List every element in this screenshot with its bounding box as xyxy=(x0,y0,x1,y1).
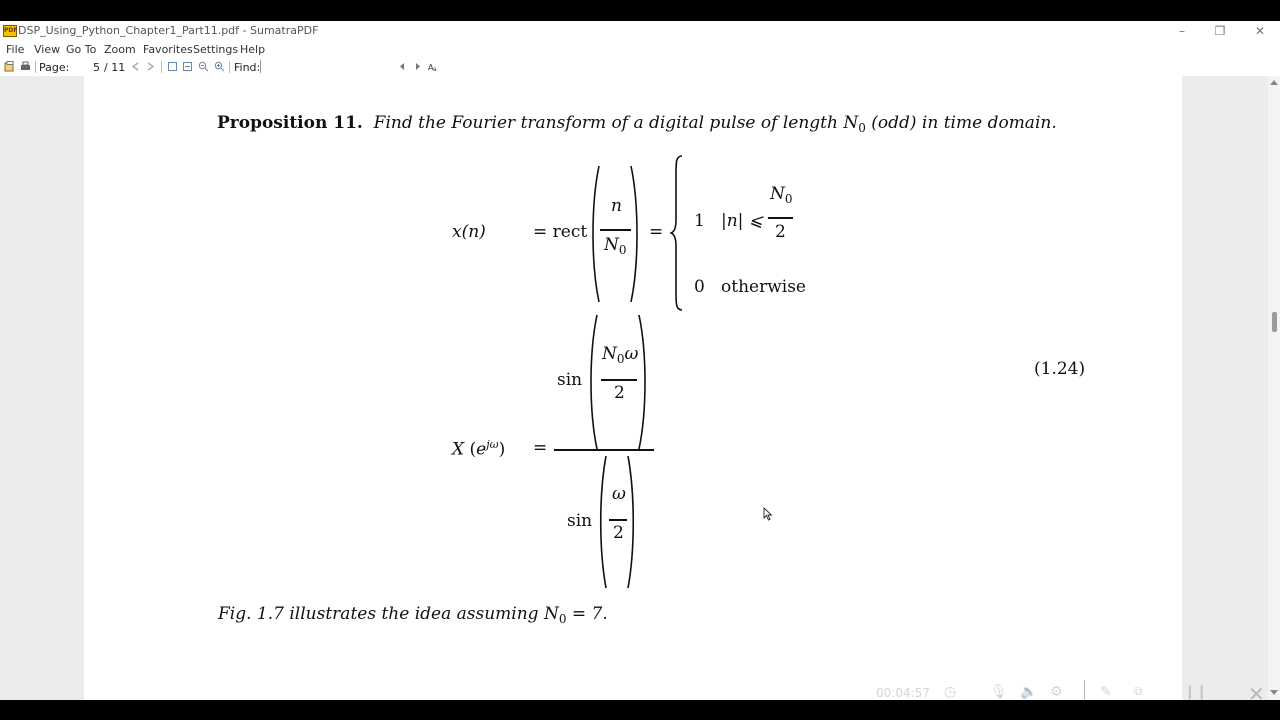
menu-favorites[interactable]: Favorites xyxy=(143,43,193,56)
minimize-icon[interactable]: – xyxy=(1179,24,1185,38)
settings-icon[interactable]: ⚙ xyxy=(1050,684,1063,700)
menu-settings[interactable]: Settings xyxy=(193,43,239,56)
fit-width-icon[interactable] xyxy=(182,61,193,72)
figure-caption-line xyxy=(218,604,608,626)
find-next-icon[interactable] xyxy=(412,61,423,72)
subscript-zero: 0 xyxy=(784,192,793,206)
page-number-input[interactable]: 5 xyxy=(93,61,100,74)
title-bar xyxy=(0,21,1280,41)
vertical-scrollbar[interactable] xyxy=(1268,76,1280,700)
fraction-bar xyxy=(600,229,631,231)
menu-file[interactable]: File xyxy=(6,43,25,56)
menu-view[interactable]: View xyxy=(34,43,61,56)
subscript-zero: 0 xyxy=(558,612,567,626)
open-icon[interactable] xyxy=(4,61,15,72)
symbol-N: N xyxy=(770,184,785,204)
page-total: / 11 xyxy=(104,61,126,74)
fit-page-icon[interactable] xyxy=(167,61,178,72)
denominator-two: 2 xyxy=(613,523,624,543)
document-viewer[interactable] xyxy=(0,76,1280,700)
toolbar xyxy=(0,59,1280,76)
rect-parentheses xyxy=(589,164,641,304)
scroll-down-icon[interactable] xyxy=(1270,690,1278,695)
eq2-equals: = xyxy=(533,438,548,458)
pause-icon[interactable]: ◷ xyxy=(944,684,957,700)
find-input[interactable] xyxy=(260,60,391,73)
find-label: Find: xyxy=(234,61,261,74)
figure-caption-end: = 7. xyxy=(566,604,608,624)
svg-text:A: A xyxy=(428,63,434,72)
case1-value: 1 xyxy=(694,211,705,231)
stop-icon[interactable]: ❙❙ xyxy=(1184,684,1208,700)
top-letterbox xyxy=(0,0,1280,21)
restore-icon[interactable]: ❐ xyxy=(1214,24,1226,38)
case2-value: 0 xyxy=(694,277,705,297)
denominator-sin: sin xyxy=(567,511,593,531)
case2-condition: otherwise xyxy=(721,277,806,297)
exponent-j-omega: jω xyxy=(486,438,499,451)
mouse-cursor-icon xyxy=(763,507,773,521)
numerator-parentheses xyxy=(587,313,649,451)
symbol-N: N xyxy=(602,344,617,364)
proposition-text-end: (odd) in time domain. xyxy=(865,113,1057,133)
find-prev-icon[interactable] xyxy=(397,61,408,72)
proposition-text: Find the Fourier transform of a digital pulse of length N xyxy=(373,113,859,133)
eq1-equals: = xyxy=(649,222,664,242)
toolbar-separator xyxy=(229,61,230,73)
numerator-N0-omega xyxy=(602,344,638,366)
fraction-bar xyxy=(609,519,627,521)
zoom-out-icon[interactable] xyxy=(198,61,209,72)
page-label: Page: xyxy=(39,61,70,74)
frac-numerator-n: n xyxy=(611,196,622,216)
next-page-icon[interactable] xyxy=(145,61,156,72)
zoom-in-icon[interactable] xyxy=(214,61,225,72)
microphone-icon[interactable]: 🎙 xyxy=(990,684,1008,700)
menu-help[interactable]: Help xyxy=(240,43,266,56)
svg-text:a: a xyxy=(433,66,437,72)
case1-denominator: 2 xyxy=(775,222,786,242)
numerator-sin: sin xyxy=(557,370,583,390)
app-icon: PDF xyxy=(3,25,17,37)
toolbar-separator xyxy=(35,61,36,73)
eq1-rect: = rect xyxy=(533,222,588,242)
equation-number: (1.24) xyxy=(1034,359,1086,379)
numerator-denominator: 2 xyxy=(614,383,625,403)
menu-bar xyxy=(0,41,1280,59)
menu-goto[interactable]: Go To xyxy=(66,43,97,56)
sumatra-window xyxy=(0,21,1280,700)
eq2-lhs: X $(e^{j\omega})$ xyxy=(452,438,506,460)
fraction-bar xyxy=(768,217,793,219)
symbol-X: X xyxy=(452,439,465,460)
toolbar-separator xyxy=(161,61,162,73)
recorder-separator xyxy=(1084,680,1085,700)
symbol-N: N xyxy=(604,235,619,255)
subscript-zero: 0 xyxy=(858,121,866,135)
denominator-omega: ω xyxy=(612,484,626,504)
denominator-parentheses xyxy=(597,454,637,590)
recorder-toolbar xyxy=(872,684,1208,700)
bottom-letterbox xyxy=(0,700,1280,720)
symbol-omega: ω xyxy=(624,344,639,364)
case1-condition: |n| ⩽ xyxy=(721,211,764,231)
pen-icon[interactable]: ✎ xyxy=(1100,684,1112,700)
pdf-page xyxy=(84,76,1182,700)
cases-brace xyxy=(670,154,686,312)
eq1-lhs: x(n) xyxy=(452,222,486,242)
proposition-heading: Proposition 11. xyxy=(217,113,363,133)
subscript-zero: 0 xyxy=(616,352,625,366)
prev-page-icon[interactable] xyxy=(130,61,141,72)
subscript-zero: 0 xyxy=(618,243,627,257)
scroll-up-icon[interactable] xyxy=(1270,80,1278,85)
window-title: DSP_Using_Python_Chapter1_Part11.pdf - SumatraPDF xyxy=(18,24,319,37)
close-icon[interactable]: ✕ xyxy=(1254,24,1266,38)
scroll-thumb[interactable] xyxy=(1272,312,1277,332)
camera-icon[interactable]: ⧉ xyxy=(1134,684,1143,698)
fraction-bar xyxy=(601,379,637,381)
recorder-timer: 00:04:57 xyxy=(876,686,930,700)
menu-zoom[interactable]: Zoom xyxy=(104,43,136,56)
figure-caption-text: Fig. 1.7 illustrates the idea assuming N xyxy=(218,604,559,624)
recorder-close-icon[interactable]: ✕ xyxy=(1248,682,1265,700)
speaker-icon[interactable]: 🔈 xyxy=(1020,684,1038,700)
print-icon[interactable] xyxy=(20,61,31,72)
match-case-icon[interactable] xyxy=(428,61,439,72)
frac-denominator-N0 xyxy=(604,235,627,257)
proposition-line xyxy=(217,113,1057,135)
case1-numerator xyxy=(770,184,793,206)
